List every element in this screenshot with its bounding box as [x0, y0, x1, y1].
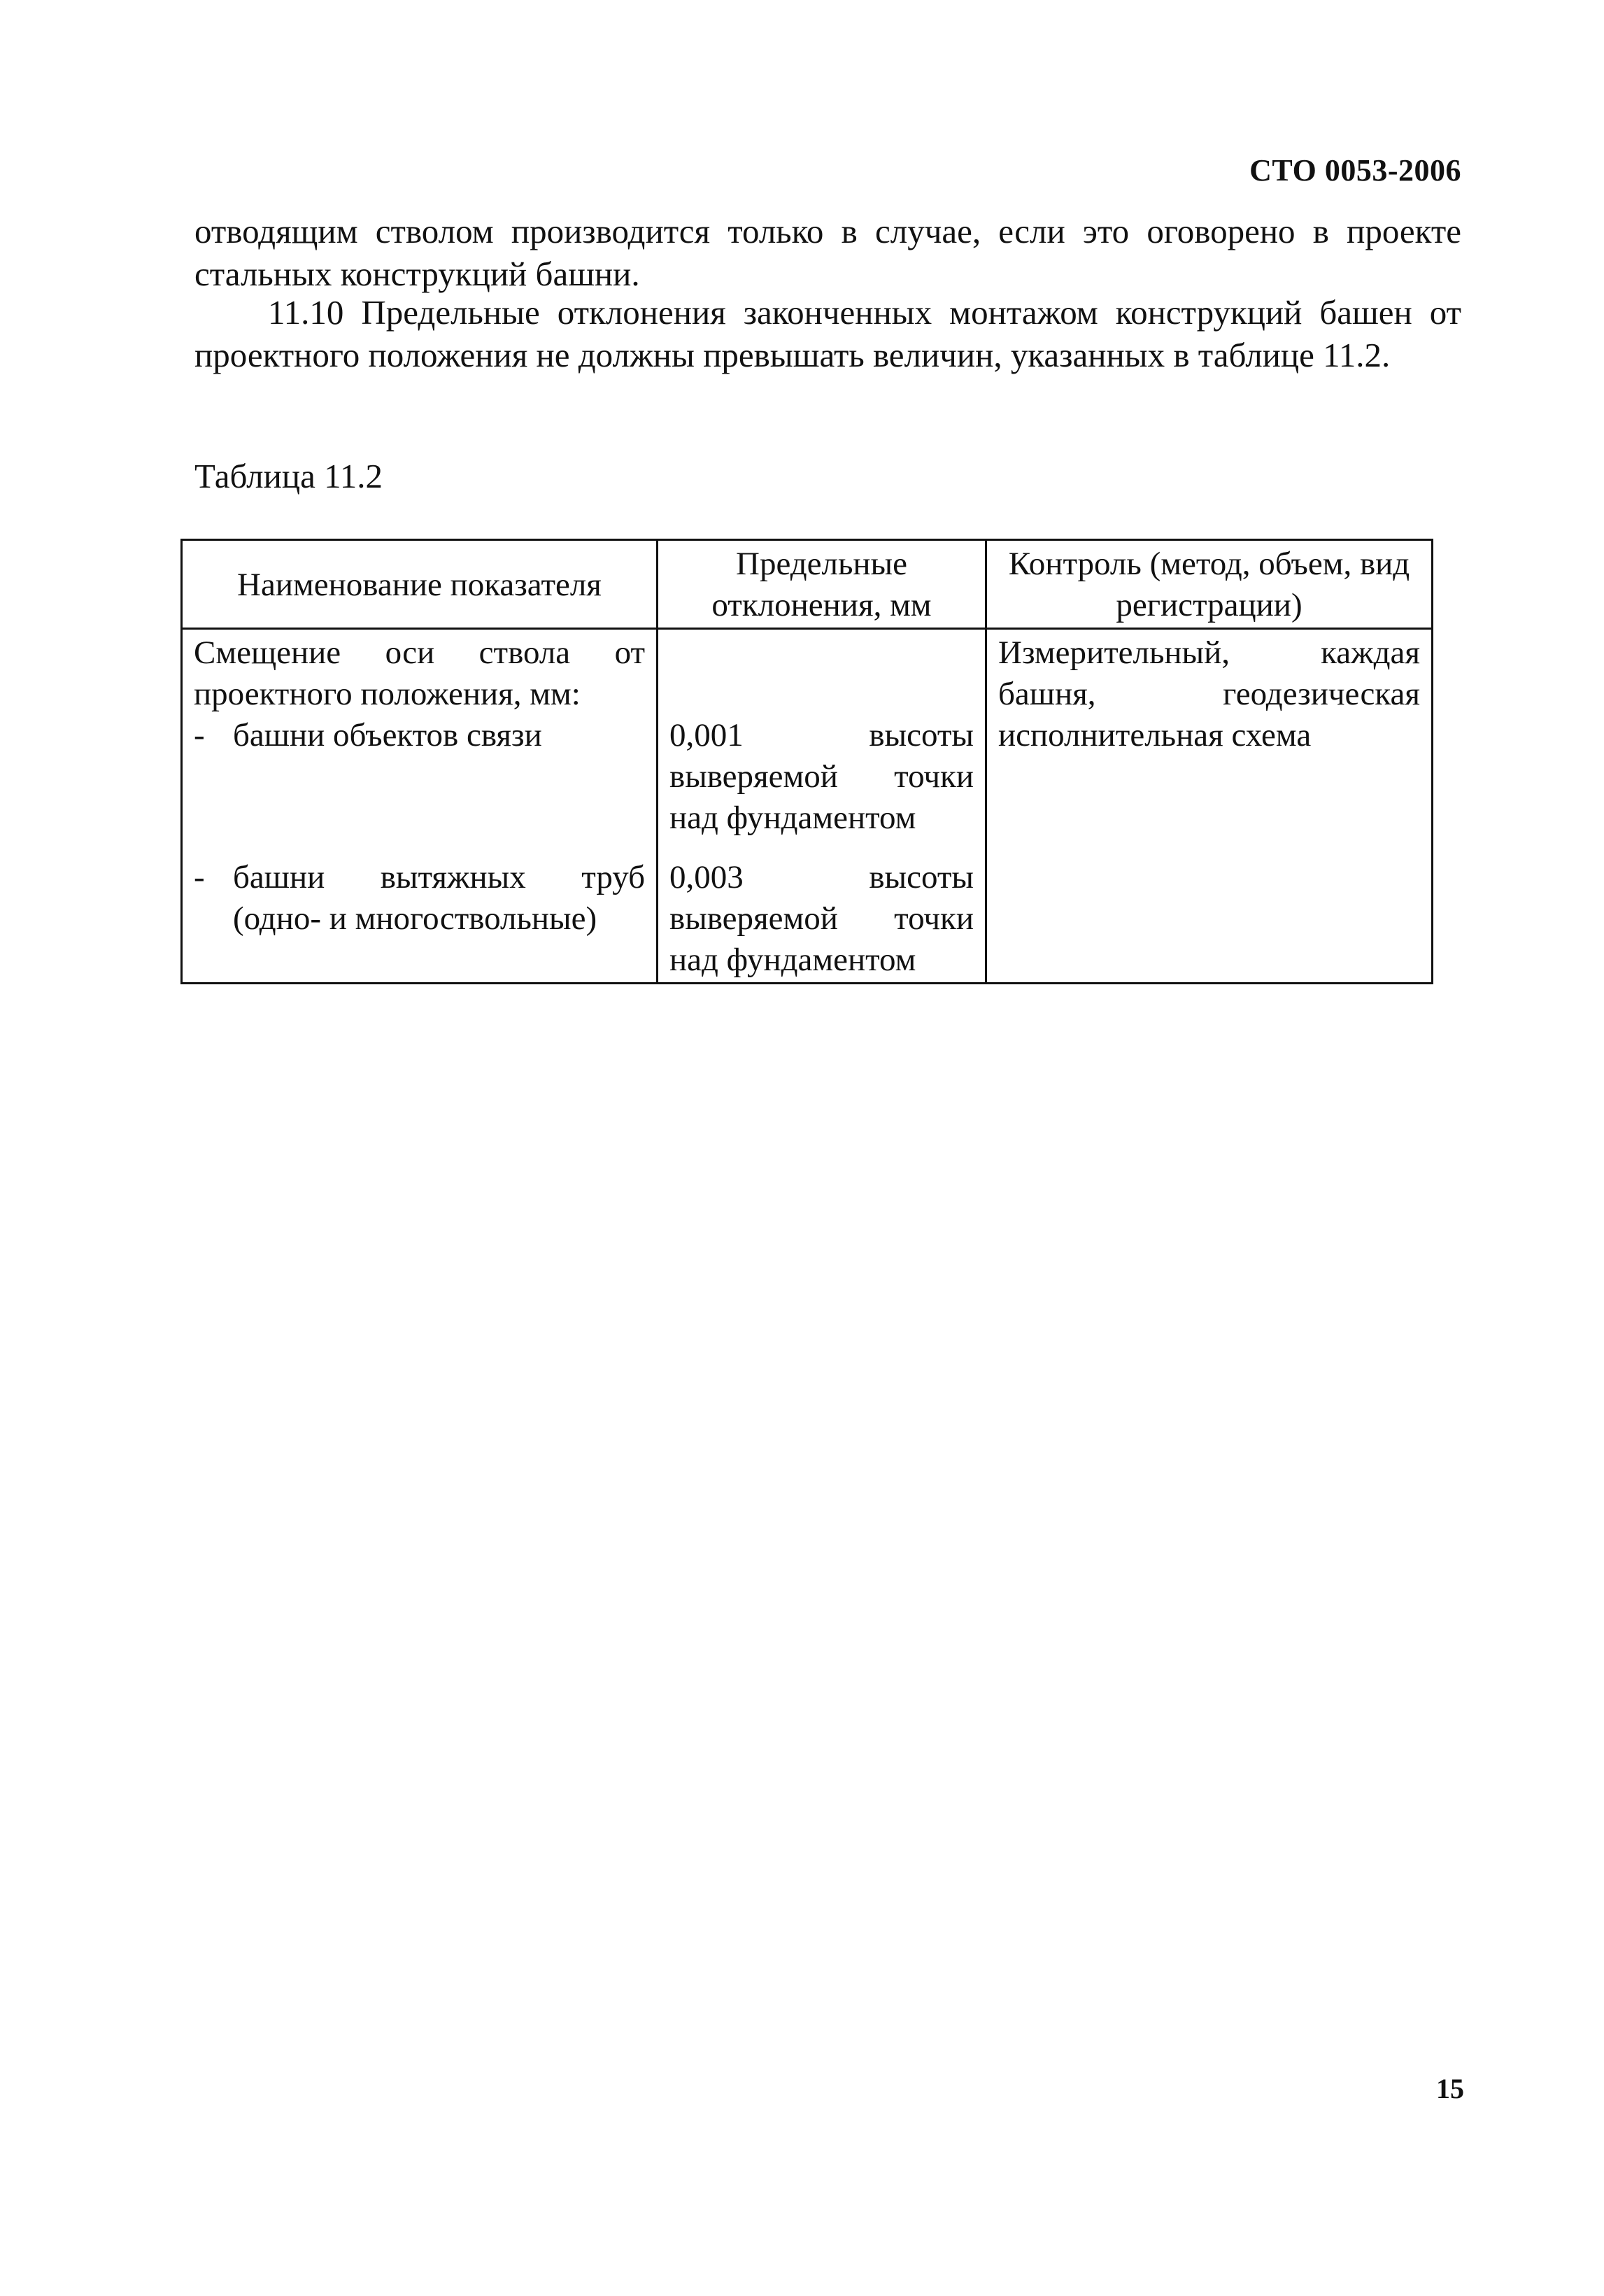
list-item: [194, 857, 645, 940]
deviation-value: 0,001 высоты выверяемой точки над фундаментом: [669, 717, 974, 836]
paragraph-continuation: отводящим стволом производится только в случае, если это оговорено в проекте стальных конструкций башни.: [194, 212, 1461, 293]
control-value: Измерительный, каждая башня, геодезическая исполнительная схема: [998, 635, 1420, 753]
indicator-text: башни вытяжных труб (одно- и многоствольные): [233, 859, 645, 937]
list-dash: -: [194, 859, 205, 895]
list-dash: -: [194, 717, 205, 753]
table-row: [182, 840, 1433, 984]
header-deviation: Предельные отклонения, мм: [658, 540, 986, 629]
indicator-intro: Смещение оси ствола от проектного положения, мм:: [194, 635, 645, 712]
header-indicator: Наименование показателя: [182, 540, 658, 629]
deviation-value: 0,003 высоты выверяемой точки над фундаментом: [669, 859, 974, 978]
control-cell: [986, 840, 1433, 984]
indicator-cell: [182, 629, 658, 841]
table-row: [182, 629, 1433, 841]
table-caption: Таблица 11.2: [194, 457, 383, 495]
header-control: Контроль (метод, объем, вид регистрации): [986, 540, 1433, 629]
paragraph-11-10: 11.10 Предельные отклонения законченных монтажом конструкций башен от проектного положения не должны превышать величин, указанных в таблице 11.2.: [194, 293, 1461, 374]
indicator-text: башни объектов связи: [233, 717, 542, 753]
indicator-cell: [182, 840, 658, 984]
control-cell: [986, 629, 1433, 841]
table-header-row: [182, 540, 1433, 629]
deviation-cell: [658, 629, 986, 841]
page-number: 15: [1436, 2073, 1464, 2104]
list-item: [194, 715, 645, 756]
deviation-cell: [658, 840, 986, 984]
deviation-table: [180, 539, 1433, 984]
document-code: СТО 0053-2006: [1249, 153, 1461, 187]
